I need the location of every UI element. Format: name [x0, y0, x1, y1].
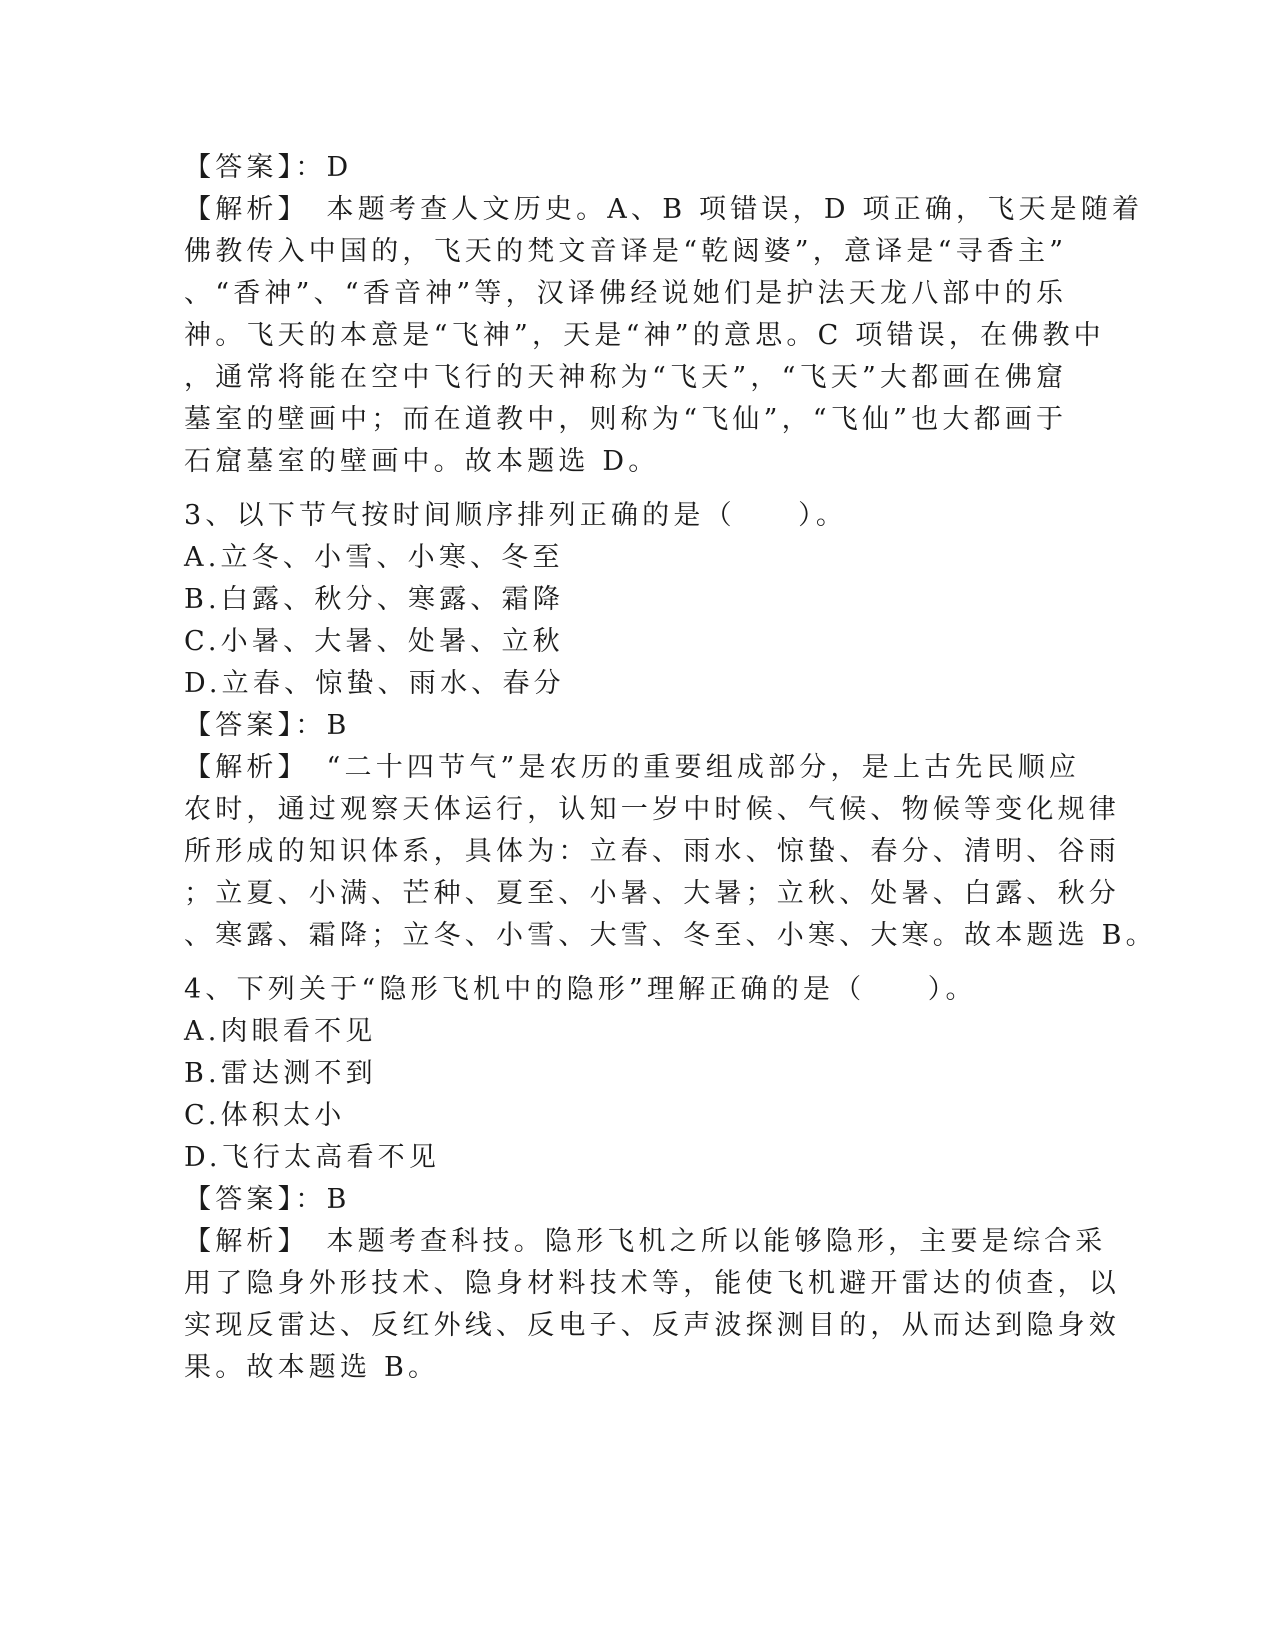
answer-line: 【答案】：B [184, 710, 351, 741]
analysis-line: ，通常将能在空中飞行的天神称为“飞天”，“飞天”大都画在佛窟 [184, 362, 1068, 393]
analysis-line: 【解析】 本题考查人文历史。A、B 项错误，D 项正确，飞天是随着 [184, 194, 1144, 225]
option-line: C.体积太小 [184, 1100, 346, 1131]
option-line: B.白露、秋分、寒露、霜降 [184, 584, 565, 615]
analysis-line: 墓室的壁画中；而在道教中，则称为“飞仙”，“飞仙”也大都画于 [184, 404, 1068, 435]
question-line: 4、下列关于“隐形飞机中的隐形”理解正确的是（ ）。 [184, 974, 977, 1005]
analysis-line: 用了隐身外形技术、隐身材料技术等，能使飞机避开雷达的侦查，以 [184, 1268, 1120, 1299]
analysis-line: 农时，通过观察天体运行，认知一岁中时候、气候、物候等变化规律 [184, 794, 1120, 825]
option-line: D.立春、惊蛰、雨水、春分 [184, 668, 565, 699]
option-line: A.肉眼看不见 [184, 1016, 377, 1047]
option-line: A.立冬、小雪、小寒、冬至 [184, 542, 564, 573]
answer-line: 【答案】：B [184, 1184, 351, 1215]
question-line: 3、以下节气按时间顺序排列正确的是（ ）。 [184, 500, 848, 531]
analysis-line: 果。故本题选 B。 [184, 1352, 440, 1383]
option-line: B.雷达测不到 [184, 1058, 377, 1089]
analysis-line: 所形成的知识体系，具体为：立春、雨水、惊蛰、春分、清明、谷雨 [184, 836, 1120, 867]
analysis-line: 佛教传入中国的，飞天的梵文音译是“乾闼婆”，意译是“寻香主” [184, 236, 1068, 267]
option-line: D.飞行太高看不见 [184, 1142, 441, 1173]
analysis-line: 、“香神”、“香音神”等，汉译佛经说她们是护法天龙八部中的乐 [184, 278, 1068, 309]
analysis-line: 【解析】 本题考查科技。隐形飞机之所以能够隐形，主要是综合采 [184, 1226, 1107, 1257]
analysis-line: 【解析】 “二十四节气”是农历的重要组成部分，是上古先民顺应 [184, 752, 1081, 783]
analysis-line: 神。飞天的本意是“飞神”，天是“神”的意思。C 项错误，在佛教中 [184, 320, 1105, 351]
analysis-line: 、寒露、霜降；立冬、小雪、大雪、冬至、小寒、大寒。故本题选 B。 [184, 920, 1157, 951]
analysis-line: 石窟墓室的壁画中。故本题选 D。 [184, 446, 660, 477]
answer-line: 【答案】：D [184, 152, 353, 183]
option-line: C.小暑、大暑、处暑、立秋 [184, 626, 564, 657]
analysis-line: ；立夏、小满、芒种、夏至、小暑、大暑；立秋、处暑、白露、秋分 [184, 878, 1120, 909]
analysis-line: 实现反雷达、反红外线、反电子、反声波探测目的，从而达到隐身效 [184, 1310, 1120, 1341]
